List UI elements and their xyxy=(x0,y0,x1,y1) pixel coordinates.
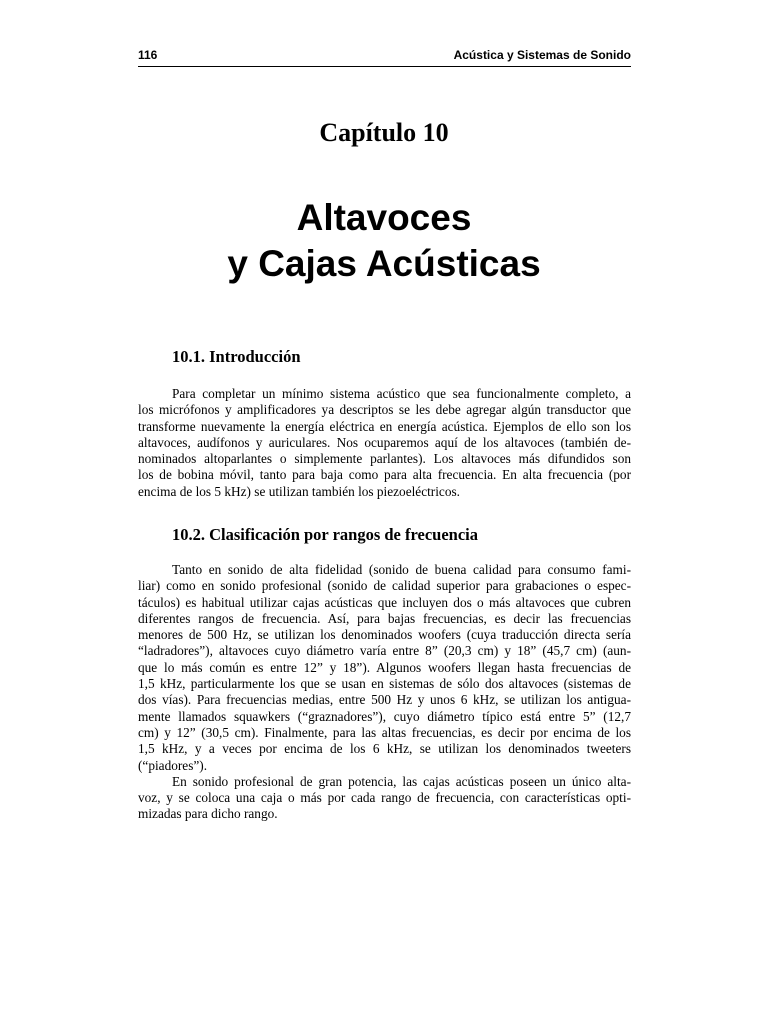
text-line: los de bobina móvil, tanto para baja como para alta frecuencia. En alta frecuencia (por xyxy=(138,467,631,483)
text-line: voz, y se coloca una caja o más por cada rango de frecuencia, con características opti- xyxy=(138,790,631,806)
chapter-title-line-1: Altavoces xyxy=(296,197,472,238)
running-title: Acústica y Sistemas de Sonido xyxy=(453,48,631,62)
chapter-label: Capítulo 10 xyxy=(319,118,449,147)
text-line: (“piadores”). xyxy=(138,757,208,773)
text-line: liar) como en sonido profesional (sonido de calidad superior para grabaciones o espec- xyxy=(138,578,631,594)
text-line: Tanto en sonido de alta fidelidad (sonido de buena calidad para consumo fami- xyxy=(172,562,631,577)
chapter-title xyxy=(0,195,768,287)
text-line: táculos) es habitual utilizar cajas acústicas que incluyen dos o más altavoces que cubren xyxy=(138,594,631,610)
text-line: transforme nuevamente la energía eléctrica en energía acústica. Ejemplos de ello son los xyxy=(138,418,631,434)
text-line: encima de los 5 kHz) se utilizan también los piezoeléctricos. xyxy=(138,483,460,499)
text-line: 1,5 kHz, particularmente los que se usan en sistemas de sólo dos altavoces (sistemas de xyxy=(138,676,631,692)
section-heading-introduccion: 10.1. Introducción xyxy=(172,347,301,366)
text-line: 1,5 kHz, y a veces por encima de los 6 kHz, se utilizan los denominados tweeters xyxy=(138,741,631,757)
paragraph-introduccion xyxy=(138,386,631,500)
page-header xyxy=(138,48,631,67)
section-heading-clasificacion: 10.2. Clasificación por rangos de frecuencia xyxy=(172,525,478,544)
text-line: cm) y 12” (30,5 cm). Finalmente, para las altas frecuencias, es decir por encima de los xyxy=(138,724,631,740)
text-line: mente llamados squawkers (“graznadores”), cuyo diámetro típico está entre 5” (12,7 xyxy=(138,708,631,724)
text-line: “ladradores”), altavoces cuyo diámetro varía entre 8” (20,3 cm) y 18” (45,7 cm) (aun- xyxy=(138,643,631,659)
text-line: Para completar un mínimo sistema acústico que sea funcionalmente completo, a xyxy=(172,386,631,401)
text-line: nominados altoparlantes o simplemente parlantes). Los altavoces más difundidos son xyxy=(138,451,631,467)
text-line: En sonido profesional de gran potencia, las cajas acústicas poseen un único alta- xyxy=(172,773,631,789)
text-line: diferentes rangos de frecuencia. Así, para bajas frecuencias, es decir las frecuencias xyxy=(138,610,631,626)
text-line: mizadas para dicho rango. xyxy=(138,806,278,822)
text-line: los micrófonos y amplificadores ya descriptos se les debe agregar algún transductor que xyxy=(138,402,631,418)
page-number: 116 xyxy=(138,48,158,62)
text-line: dos vías). Para frecuencias medias, entre 500 Hz y unos 6 kHz, se utilizan los antigua- xyxy=(138,692,631,708)
paragraph-clasificacion xyxy=(138,562,631,823)
chapter-title-line-2: y Cajas Acústicas xyxy=(227,243,541,284)
text-line: menores de 500 Hz, se utilizan los denominados woofers (cuya traducción directa sería xyxy=(138,627,631,643)
text-line: que lo más común es entre 12” y 18”). Algunos woofers llegan hasta frecuencias de xyxy=(138,659,631,675)
text-line: altavoces, audífonos y auriculares. Nos ocuparemos aquí de los altavoces (también de- xyxy=(138,434,631,450)
